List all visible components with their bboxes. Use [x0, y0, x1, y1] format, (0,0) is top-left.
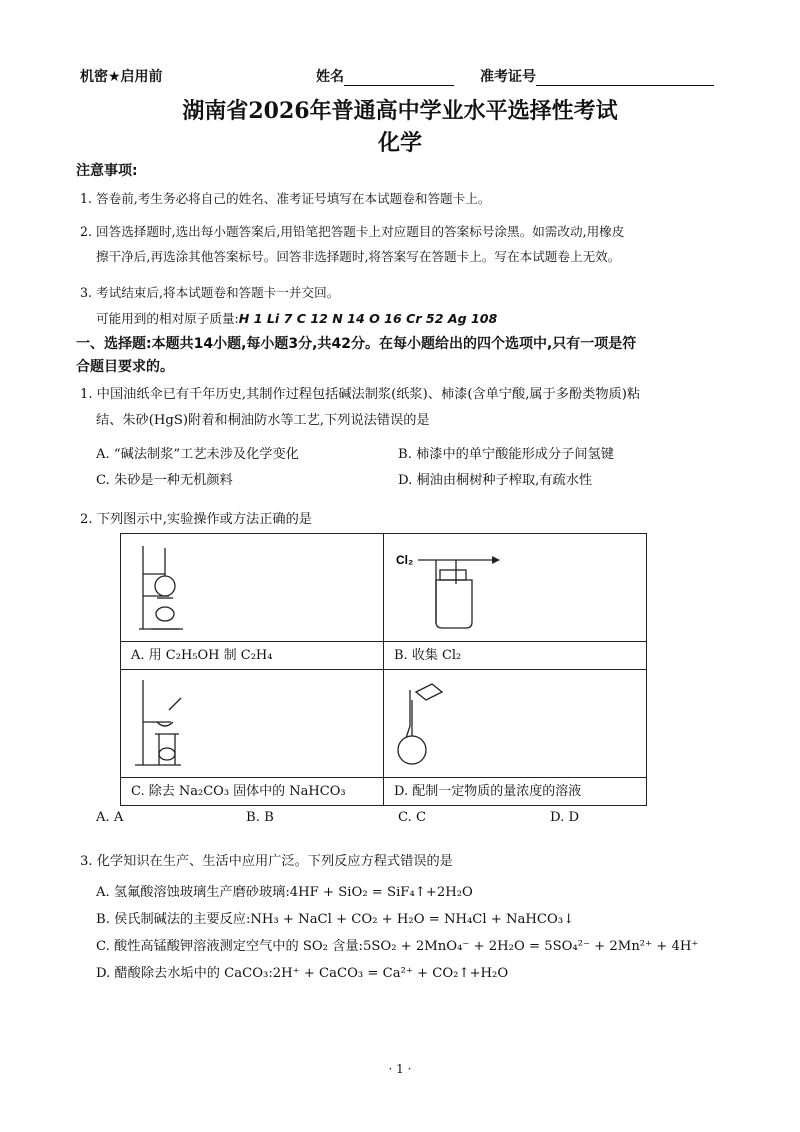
notice-item-3: 3. 考试结束后,将本试题卷和答题卡一并交回。 — [80, 285, 340, 300]
q1-option-c: C. 朱砂是一种无机颜料 — [96, 473, 233, 488]
q1-stem-2: 结、朱砂(HgS)附着和桐油防水等工艺,下列说法错误的是 — [96, 413, 430, 428]
q2-image-d — [384, 670, 647, 778]
id-label: 准考证号 — [480, 69, 536, 85]
q2-image-b — [384, 534, 647, 642]
q2-answer-d: D. D — [550, 810, 580, 825]
subject-title: 化学 — [377, 130, 422, 156]
atomic-masses — [96, 308, 497, 327]
q1-option-d: D. 桐油由桐树种子榨取,有疏水性 — [398, 473, 593, 488]
secret-label: 机密★启用前 — [80, 69, 163, 85]
ethanol-apparatus-icon — [121, 534, 383, 637]
atomic-masses-values: H 1 Li 7 C 12 N 14 O 16 Cr 52 Ag 108 — [238, 311, 498, 326]
q3-stem: 3. 化学知识在生产、生活中应用广泛。下列反应方程式错误的是 — [80, 854, 453, 869]
q2-caption-c: C. 除去 Na₂CO₃ 固体中的 NaHCO₃ — [121, 778, 384, 806]
notice-item-2a: 2. 回答选择题时,选出每小题答案后,用铅笔把答题卡上对应题目的答案标号涂黑。如需改动,用橡皮 — [80, 224, 625, 239]
notice-heading: 注意事项: — [76, 163, 138, 179]
id-blank — [536, 69, 714, 86]
q2-answer-c: C. C — [398, 810, 427, 825]
q3-option-c: C. 酸性高锰酸钾溶液测定空气中的 SO₂ 含量:5SO₂ + 2MnO₄⁻ + 2H₂O = 5SO₄²⁻ + 2Mn²⁺ + 4H⁺ — [96, 939, 699, 954]
name-blank — [344, 69, 454, 86]
atomic-masses-label: 可能用到的相对原子质量: — [96, 311, 239, 326]
q2-answer-a: A. A — [96, 810, 124, 825]
section-1-line-2: 合题目要求的。 — [76, 359, 174, 375]
q2-image-c — [121, 670, 384, 778]
q1-option-b: B. 柿漆中的单宁酸能形成分子间氢键 — [398, 447, 614, 462]
q2-answer-b: B. B — [246, 810, 274, 825]
q3-option-a: A. 氢氟酸溶蚀玻璃生产磨砂玻璃:4HF + SiO₂ = SiF₄↑+2H₂O — [96, 885, 473, 900]
q2-caption-b: B. 收集 Cl₂ — [384, 642, 647, 670]
q3-option-b: B. 侯氏制碱法的主要反应:NH₃ + NaCl + CO₂ + H₂O = NH₄Cl + NaHCO₃↓ — [96, 912, 575, 927]
header-line — [80, 66, 740, 88]
q2-caption-d: D. 配制一定物质的量浓度的溶液 — [384, 778, 647, 806]
q3-option-d: D. 醋酸除去水垢中的 CaCO₃:2H⁺ + CaCO₃ = Ca²⁺ + CO₂↑+H₂O — [96, 966, 509, 981]
name-label: 姓名 — [316, 69, 344, 85]
q1-option-a: A. “碱法制浆”工艺未涉及化学变化 — [96, 447, 299, 462]
q2-caption-a: A. 用 C₂H₅OH 制 C₂H₄ — [121, 642, 384, 670]
name-field — [316, 66, 454, 86]
id-field — [480, 66, 714, 86]
q1-stem-1: 1. 中国油纸伞已有千年历史,其制作过程包括碱法制浆(纸浆)、柿漆(含单宁酸,属于多酚类物质)粘 — [80, 387, 641, 402]
gas-bottle-icon — [384, 534, 646, 637]
heating-apparatus-icon — [121, 670, 383, 773]
section-1-line-1: 一、选择题:本题共14小题,每小题3分,共42分。在每小题给出的四个选项中,只有一项是符 — [76, 336, 637, 352]
q2-stem: 2. 下列图示中,实验操作或方法正确的是 — [80, 512, 312, 527]
q2-image-a — [121, 534, 384, 642]
cl2-label: Cl₂ — [396, 553, 414, 567]
q2-figure-table — [120, 533, 647, 806]
exam-title: 湖南省2026年普通高中学业水平选择性考试 — [182, 98, 618, 124]
volumetric-flask-icon — [384, 670, 646, 773]
notice-item-2b: 擦干净后,再选涂其他答案标号。回答非选择题时,将答案写在答题卡上。写在本试题卷上无效。 — [96, 249, 621, 264]
notice-item-1: 1. 答卷前,考生务必将自己的姓名、准考证号填写在本试题卷和答题卡上。 — [80, 191, 491, 206]
page-number: · 1 · — [388, 1062, 412, 1076]
